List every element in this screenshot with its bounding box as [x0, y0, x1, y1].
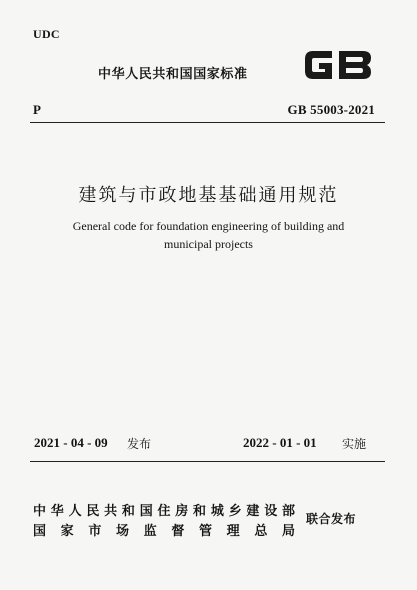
joint-issue-label: 联合发布 — [306, 512, 357, 526]
header-divider — [30, 122, 385, 123]
udc-label: UDC — [33, 27, 60, 41]
issuer-market-regulation: 国家市场监督管理总局 — [33, 524, 295, 539]
implementation-label: 实施 — [342, 437, 367, 451]
implementation-date: 2022 - 01 - 01 — [243, 435, 317, 450]
issuer-ministry: 中华人民共和国住房和城乡建设部 — [33, 504, 295, 519]
category-code: P — [33, 102, 41, 117]
standard-number: GB 55003-2021 — [287, 102, 375, 117]
issue-label: 发布 — [127, 437, 152, 451]
footer-divider — [30, 461, 385, 462]
title-english-line2: municipal projects — [164, 237, 253, 251]
national-standard-heading: 中华人民共和国国家标准 — [98, 67, 248, 82]
title-chinese: 建筑与市政地基基础通用规范 — [78, 185, 339, 206]
issue-date: 2021 - 04 - 09 — [34, 435, 108, 450]
title-english-line1: General code for foundation engineering of building and — [72, 219, 345, 233]
title-english — [40, 217, 377, 253]
gb-logo-icon — [301, 45, 375, 85]
